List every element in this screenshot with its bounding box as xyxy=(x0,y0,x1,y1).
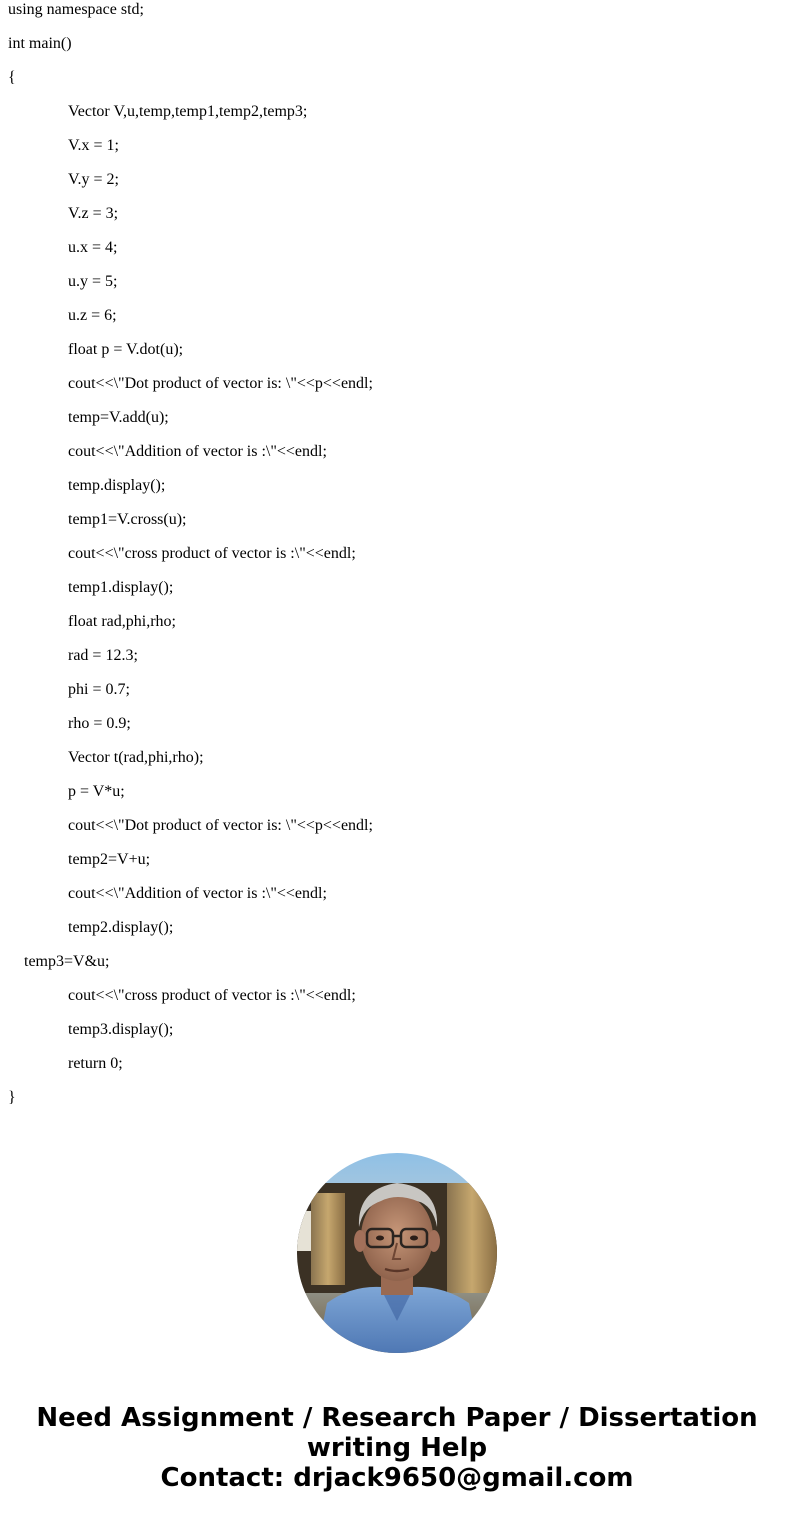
code-line: u.y = 5; xyxy=(68,273,118,290)
code-line: u.x = 4; xyxy=(68,239,118,256)
code-line: { xyxy=(8,69,16,86)
code-line: rho = 0.9; xyxy=(68,715,131,732)
author-avatar xyxy=(297,1153,497,1353)
code-line: temp=V.add(u); xyxy=(68,409,169,426)
code-line: temp3.display(); xyxy=(68,1021,174,1038)
code-line: temp3=V&u; xyxy=(24,953,110,970)
code-line: V.z = 3; xyxy=(68,205,119,222)
code-line: cout<<\"cross product of vector is :\"<<endl; xyxy=(68,987,356,1004)
code-line: V.x = 1; xyxy=(68,137,119,154)
code-line: int main() xyxy=(8,35,72,52)
code-line: Vector t(rad,phi,rho); xyxy=(68,749,204,766)
code-line: p = V*u; xyxy=(68,783,125,800)
code-line: rad = 12.3; xyxy=(68,647,138,664)
code-line: float p = V.dot(u); xyxy=(68,341,184,358)
code-line: Vector V,u,temp,temp1,temp2,temp3; xyxy=(68,103,308,120)
person-photo-icon xyxy=(297,1153,497,1353)
code-line: cout<<\"cross product of vector is :\"<<endl; xyxy=(68,545,356,562)
code-line: cout<<\"Dot product of vector is: \"<<p<<endl; xyxy=(68,817,373,834)
code-line: phi = 0.7; xyxy=(68,681,130,698)
code-line: u.z = 6; xyxy=(68,307,117,324)
footer-banner xyxy=(0,1403,794,1493)
code-line: } xyxy=(8,1089,16,1106)
code-line: temp2=V+u; xyxy=(68,851,151,868)
code-line: V.y = 2; xyxy=(68,171,119,188)
code-line: return 0; xyxy=(68,1055,123,1072)
code-line: cout<<\"Addition of vector is :\"<<endl; xyxy=(68,885,327,902)
code-line: float rad,phi,rho; xyxy=(68,613,176,630)
code-line: cout<<\"Dot product of vector is: \"<<p<<endl; xyxy=(68,375,373,392)
code-line: temp1=V.cross(u); xyxy=(68,511,187,528)
code-line: using namespace std; xyxy=(8,1,144,18)
code-line: cout<<\"Addition of vector is :\"<<endl; xyxy=(68,443,327,460)
code-line: temp.display(); xyxy=(68,477,166,494)
code-line: temp1.display(); xyxy=(68,579,174,596)
footer-subheadline: writing Help xyxy=(306,1433,488,1463)
footer-contact: Contact: drjack9650@gmail.com xyxy=(160,1463,634,1493)
code-line: temp2.display(); xyxy=(68,919,174,936)
footer-headline: Need Assignment / Research Paper / Dissertation xyxy=(36,1403,758,1433)
